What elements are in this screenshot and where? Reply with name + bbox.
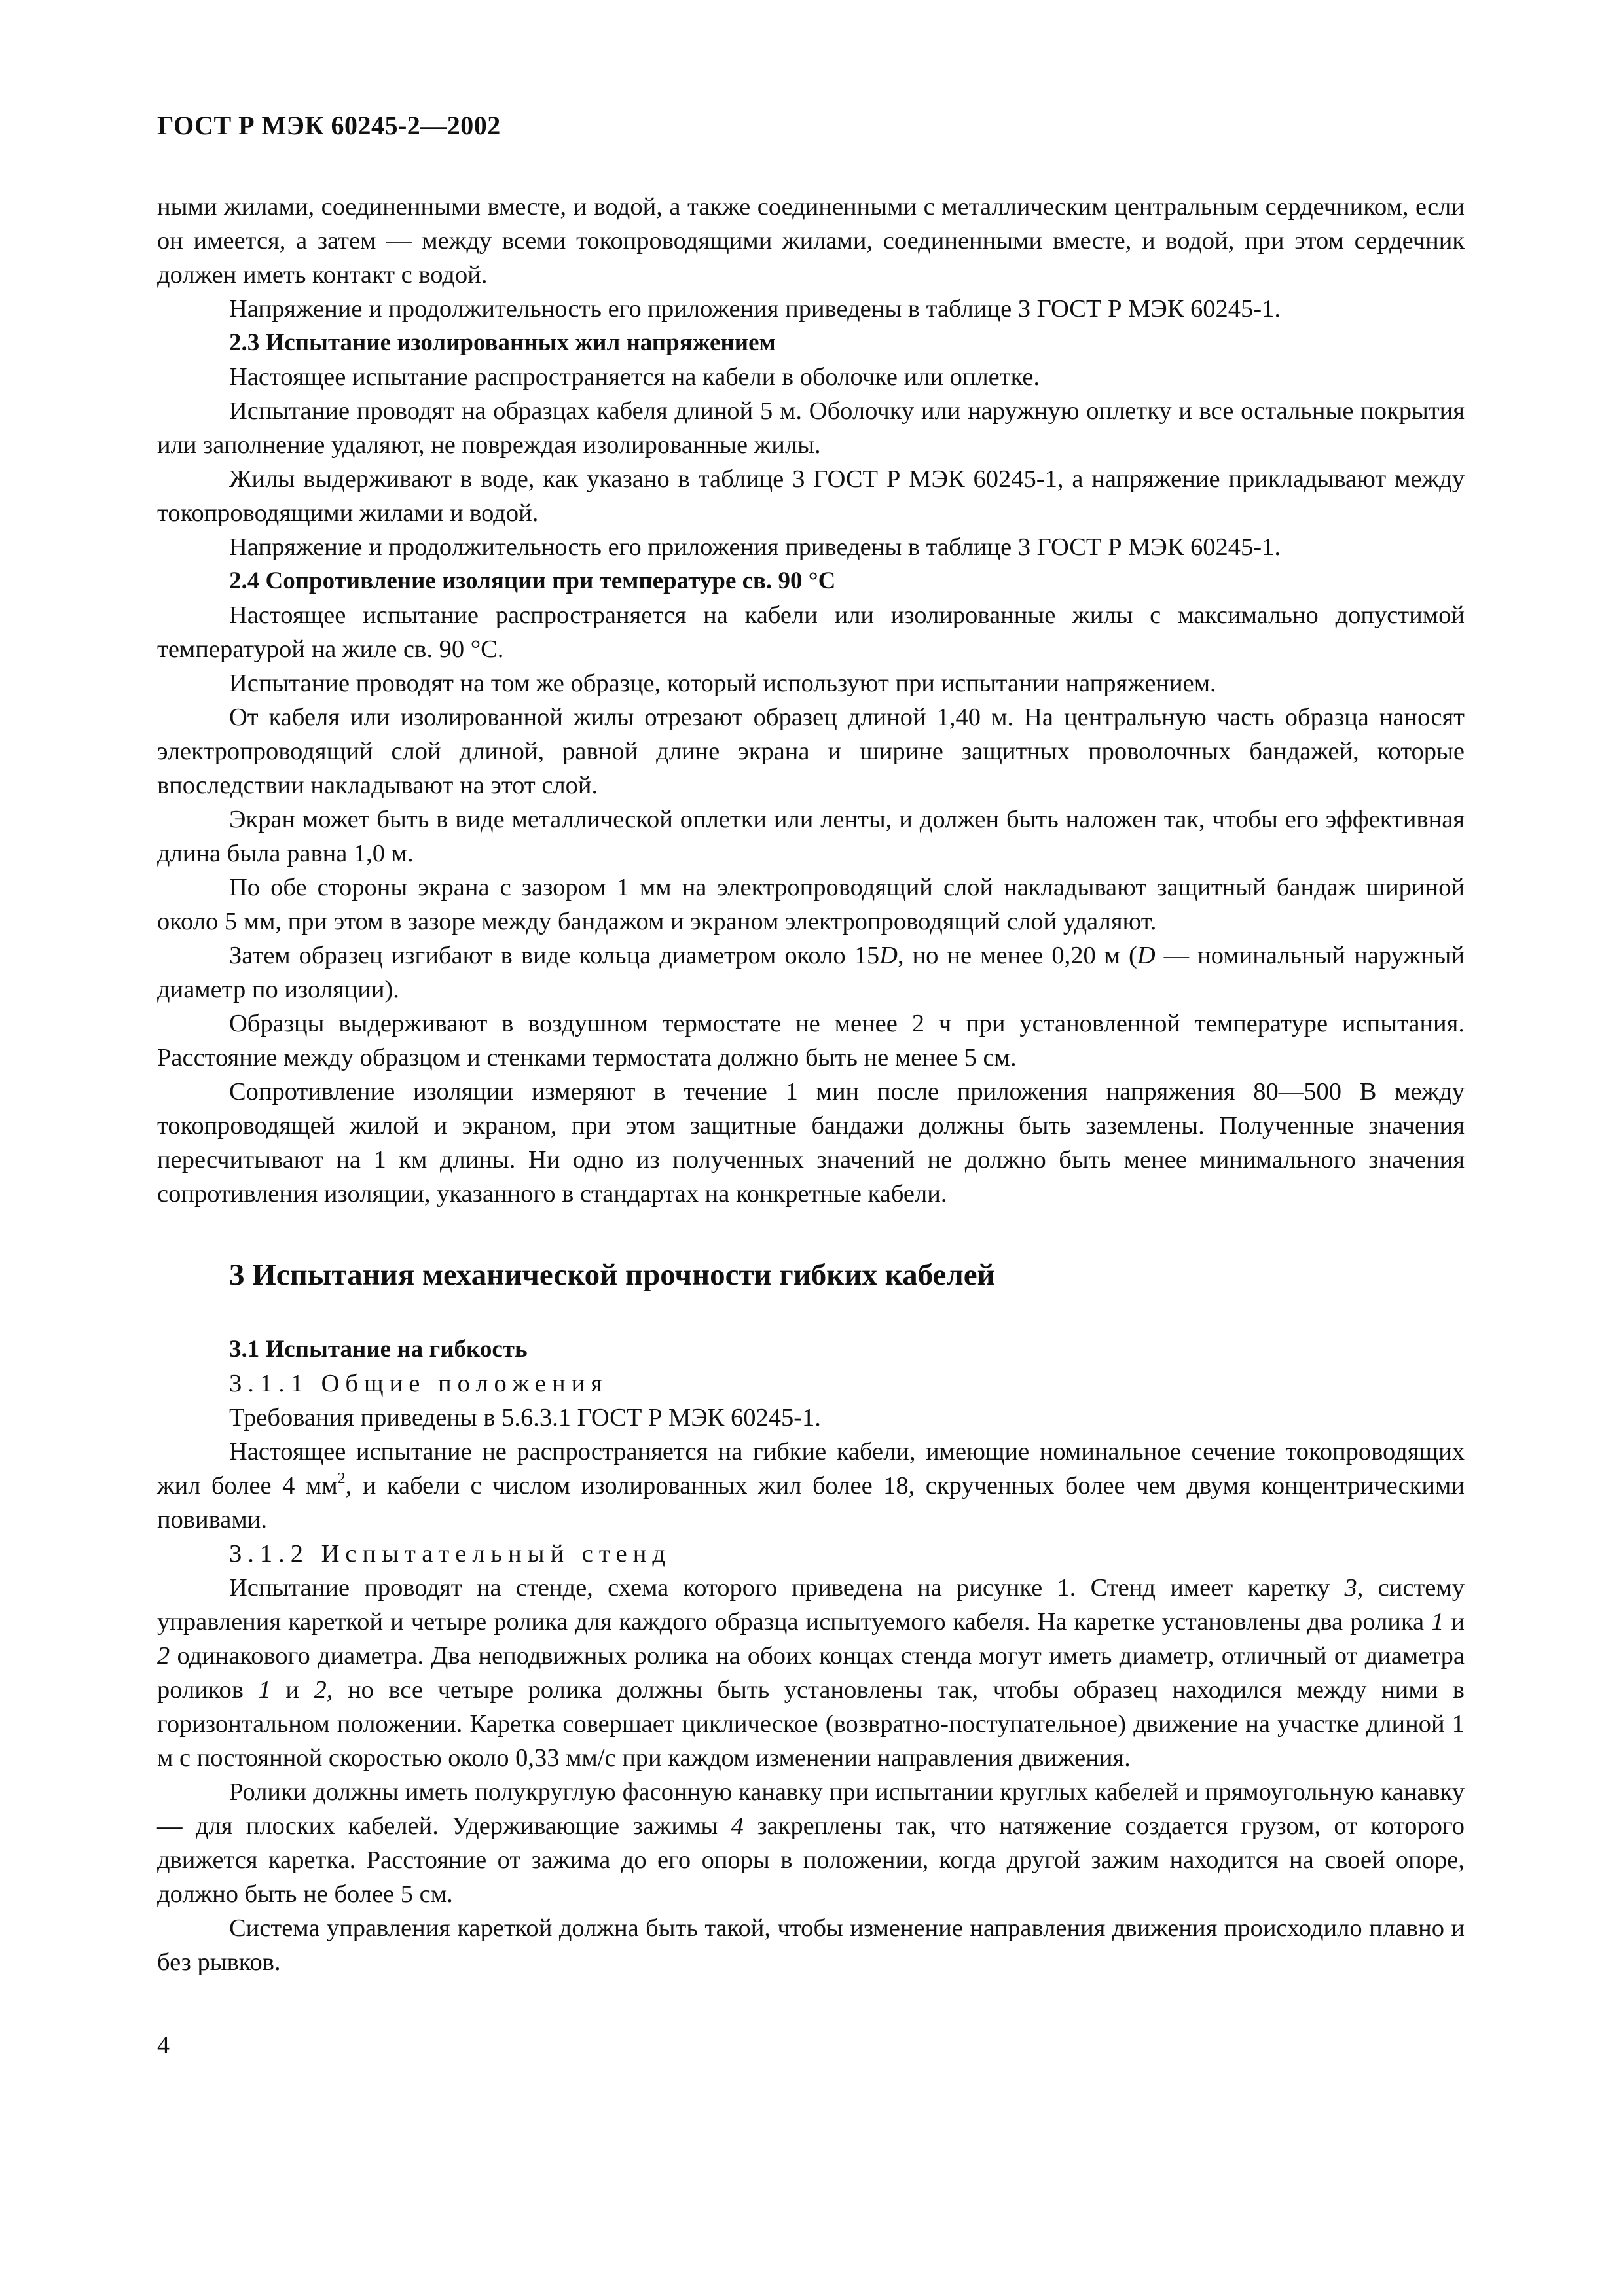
section-heading-3-1-1: 3.1.1 Общие положения (229, 1370, 608, 1397)
italic-ref-2: 2 (314, 1676, 327, 1704)
paragraph: От кабеля или изолированной жилы отрезают образец длиной 1,40 м. На центральную часть образца наносят электропроводящий слой длиной, равной длине экрана и ширине защитных проволочных бандажей, которые впоследствии накладывают на этот слой. (157, 704, 1465, 799)
text-run: , систему управления кареткой и четыре ролика для каждого образца испытуемого кабеля. На каретке установлены два ролика (157, 1574, 1465, 1636)
text-run: Затем образец изгибают в виде кольца диаметром около 15 (229, 942, 880, 969)
paragraph: Напряжение и продолжительность его приложения приведены в таблице 3 ГОСТ Р МЭК 60245-1. (229, 533, 1281, 561)
paragraph-rollers (157, 1775, 1465, 1911)
paragraph: ными жилами, соединенными вместе, и водой, а также соединенными с металлическим центральным сердечником, если он имеется, а затем — между всеми токопроводящими жилами, соединенными вместе, и водой, при этом сердечник должен иметь контакт с водой. (157, 193, 1465, 289)
paragraph: Испытание проводят на том же образце, который используют при испытании напряжением. (229, 670, 1216, 697)
text-run: , но не менее 0,20 м ( (897, 942, 1137, 969)
paragraph: Экран может быть в виде металлической оплетки или ленты, и должен быть наложен так, чтобы его эффективная длина была равна 1,0 м. (157, 806, 1465, 867)
paragraph-cross-section (157, 1435, 1465, 1537)
text-run: Ролики должны иметь полукруглую фасонную канавку при испытании круглых кабелей и прямоугольную канавку — для плоских кабелей. Удерживающие зажимы (157, 1778, 1465, 1840)
paragraph: Настоящее испытание распространяется на кабели в оболочке или оплетке. (229, 363, 1040, 391)
paragraph: По обе стороны экрана с зазором 1 мм на электропроводящий слой накладывают защитный бандаж шириной около 5 мм, при этом в зазоре между бандажом и экраном электропроводящий слой удаляют. (157, 874, 1465, 935)
italic-symbol: D (1137, 942, 1156, 969)
italic-ref-2: 2 (157, 1642, 170, 1670)
italic-ref-4: 4 (731, 1812, 744, 1840)
paragraph-test-stand (157, 1571, 1465, 1775)
paragraph: Напряжение и продолжительность его приложения приведены в таблице 3 ГОСТ Р МЭК 60245-1. (229, 295, 1281, 323)
italic-symbol: D (879, 942, 898, 969)
italic-ref-3: 3 (1344, 1574, 1357, 1602)
text-run: одинакового диаметра. Два неподвижных ролика на обоих концах стенда могут иметь диаметр, отличный от диаметра роликов (157, 1642, 1465, 1704)
text-run: и (270, 1676, 314, 1704)
text-run: Настоящее испытание не распространяется на гибкие кабели, имеющие номинальное сечение токопроводящих жил более 4 мм (157, 1438, 1465, 1499)
paragraph: Требования приведены в 5.6.3.1 ГОСТ Р МЭК 60245-1. (229, 1404, 821, 1431)
document-body (157, 190, 1465, 1979)
section-heading-2-3: 2.3 Испытание изолированных жил напряжением (229, 329, 776, 356)
section-heading-3: 3 Испытания механической прочности гибких кабелей (229, 1258, 995, 1292)
paragraph: Образцы выдерживают в воздушном термостате не менее 2 ч при установленной температуре испытания. Расстояние между образцом и стенками термостата должно быть не менее 5 см. (157, 1010, 1465, 1071)
section-heading-2-4: 2.4 Сопротивление изоляции при температуре св. 90 °С (229, 567, 836, 594)
text-run: и (1444, 1608, 1465, 1636)
section-heading-3-1-2: 3.1.2 Испытательный стенд (229, 1540, 671, 1568)
document-header: ГОСТ Р МЭК 60245-2—2002 (157, 111, 501, 140)
text-run: закреплены так, что натяжение создается грузом, от которого движется каретка. Расстояние от зажима до его опоры в положении, когда другой зажим находится на своей опоре, должно быть не более 5 см. (157, 1812, 1465, 1908)
paragraph: Система управления кареткой должна быть такой, чтобы изменение направления движения происходило плавно и без рывков. (157, 1914, 1465, 1976)
paragraph-diameter (157, 939, 1465, 1007)
text-run: , и кабели с числом изолированных жил более 18, скрученных более чем двумя концентрическими повивами. (157, 1472, 1465, 1534)
paragraph: Испытание проводят на образцах кабеля длиной 5 м. Оболочку или наружную оплетку и все остальные покрытия или заполнение удаляют, не повреждая изолированные жилы. (157, 397, 1465, 459)
text-run: Испытание проводят на стенде, схема которого приведена на рисунке 1. Стенд имеет каретку (229, 1574, 1345, 1602)
paragraph: Сопротивление изоляции измеряют в течение 1 мин после приложения напряжения 80—500 В между токопроводящей жилой и экраном, при этом защитные бандажи должны быть заземлены. Полученные значения пересчитывают на 1 км длины. Ни одно из полученных значений не должно быть менее минимального значения сопротивления изоляции, указанного в стандартах на конкретные кабели. (157, 1078, 1465, 1208)
page-number: 4 (157, 2032, 170, 2059)
paragraph: Жилы выдерживают в воде, как указано в таблице 3 ГОСТ Р МЭК 60245-1, а напряжение прикладывают между токопроводящими жилами и водой. (157, 465, 1465, 527)
italic-ref-1: 1 (1431, 1608, 1444, 1636)
superscript: 2 (337, 1470, 346, 1487)
text-run: — номинальный наружный диаметр по изоляции). (157, 942, 1465, 1003)
text-run: , но все четыре ролика должны быть установлены так, чтобы образец находился между ними в горизонтальном положении. Каретка совершает циклическое (возвратно-поступательное) движение на участке длиной 1 м с постоянной скоростью около 0,33 мм/с при каждом изменении направления движения. (157, 1676, 1465, 1772)
section-heading-3-1: 3.1 Испытание на гибкость (229, 1336, 528, 1363)
italic-ref-1: 1 (258, 1676, 271, 1704)
paragraph: Настоящее испытание распространяется на кабели или изолированные жилы с максимально допустимой температурой на жиле св. 90 °С. (157, 601, 1465, 663)
